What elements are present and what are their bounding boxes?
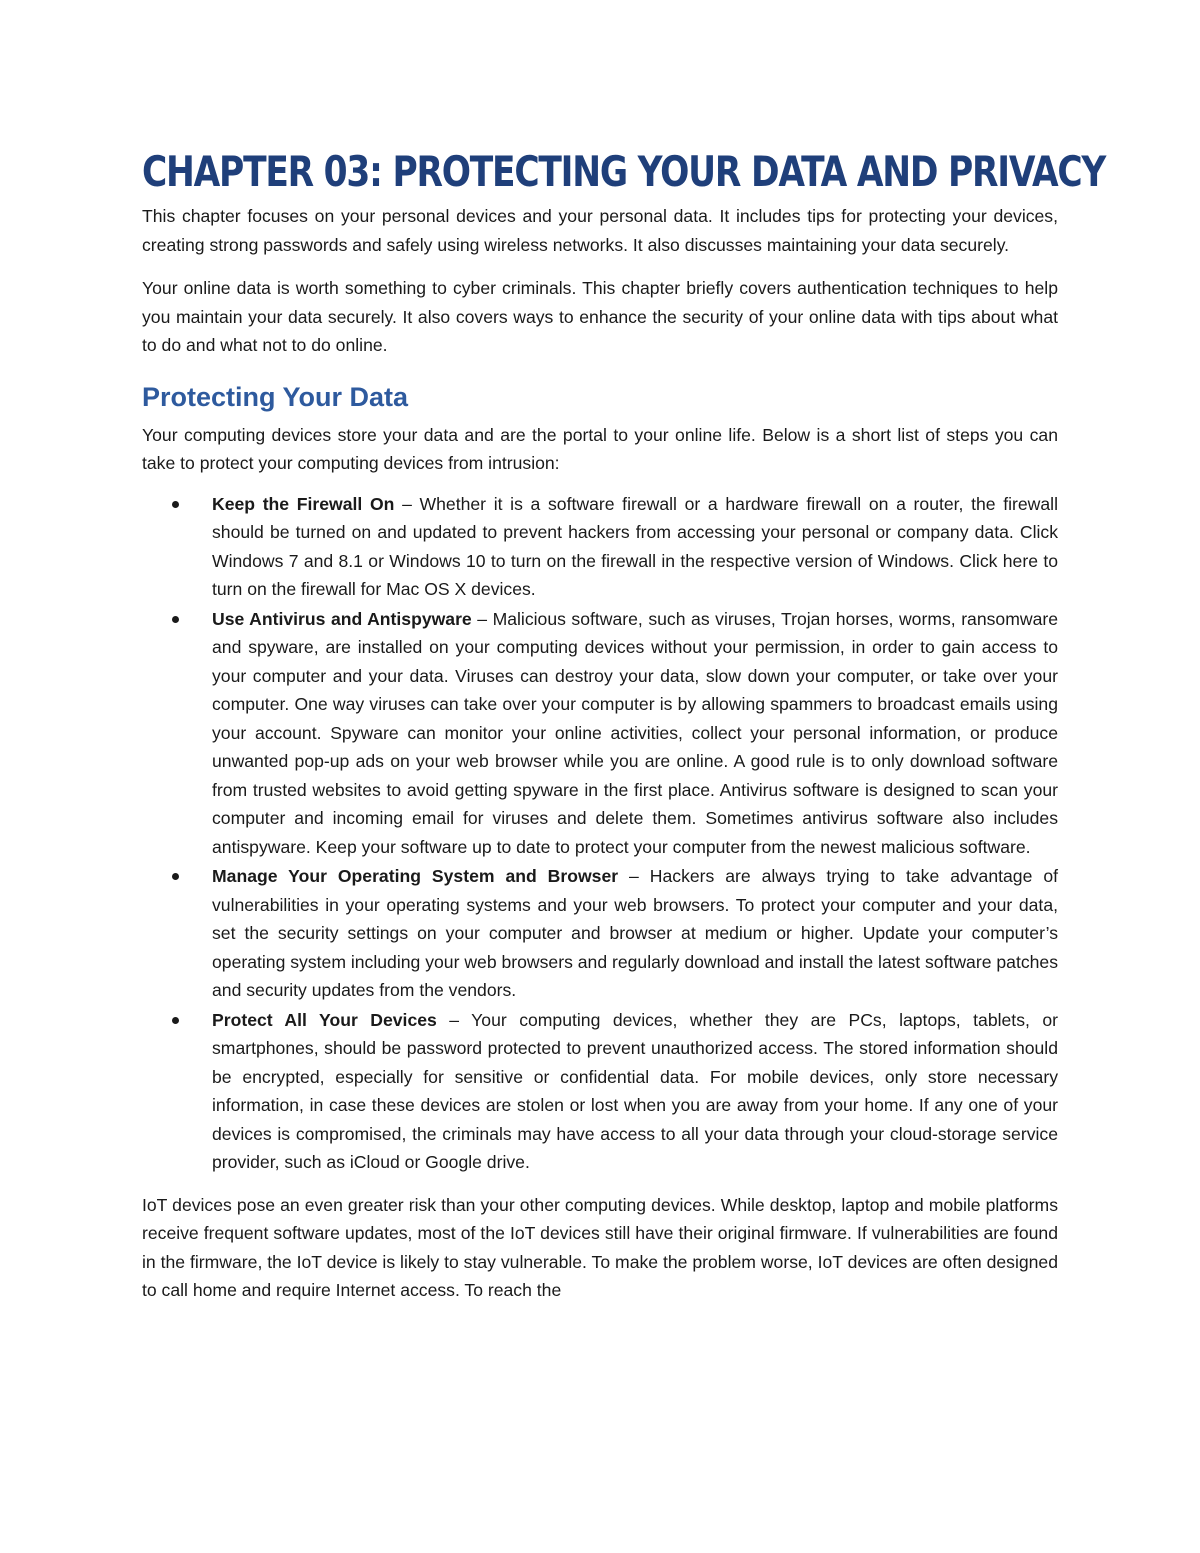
bullet-icon <box>172 616 179 623</box>
bullet-icon <box>172 873 179 880</box>
list-item <box>142 490 1058 604</box>
closing-paragraph: IoT devices pose an even greater risk than your other computing devices. While desktop, laptop and mobile platforms receive frequent software updates, most of the IoT devices still have their original firmware. If vulnerabilities are found in the firmware, the IoT device is likely to stay vulnerable. To make the problem worse, IoT devices are often designed to call home and require Internet access. To reach the <box>142 1194 1058 1300</box>
bullet-term: Use Antivirus and Antispyware <box>212 608 472 629</box>
list-item <box>142 605 1058 862</box>
bullet-icon <box>172 501 179 508</box>
bullet-icon <box>172 1017 179 1024</box>
section-intro: Your computing devices store your data and are the portal to your online life. Below is a short list of steps you can take to protect your computing devices from intrusion: <box>142 424 1058 473</box>
bullet-text: – Whether it is a software firewall or a hardware firewall on a router, the firewall should be turned on and updated to prevent hackers from accessing your personal or company data. Click Windows 7 and 8.1 or Windows 10 to turn on the firewall in the respective version of Windows. Click here to turn on the firewall for Mac OS X devices. <box>212 493 1058 599</box>
list-item <box>142 1006 1058 1177</box>
document-page <box>142 142 1106 1305</box>
bullet-list <box>142 490 1058 1177</box>
intro-paragraph-1: This chapter focuses on your personal devices and your personal data. It includes tips for protecting your devices, creating strong passwords and safely using wireless networks. It also discusses maintaining your data securely. <box>142 206 1058 255</box>
chapter-title: CHAPTER 03: PROTECTING YOUR DATA AND PRIVACY <box>142 147 1106 196</box>
intro-paragraph-2: Your online data is worth something to cyber criminals. This chapter briefly covers authentication techniques to help you maintain your data securely. It also covers ways to enhance the security of your online data with tips about what to do and what not to do online. <box>142 278 1058 355</box>
bullet-text: – Your computing devices, whether they are PCs, laptops, tablets, or smartphones, should be password protected to prevent unauthorized access. The stored information should be encrypted, especially for sensitive or confidential data. For mobile devices, only store necessary information, in case these devices are stolen or lost when you are away from your home. If any one of your devices is compromised, the criminals may have access to all your data through your cloud-storage service provider, such as iCloud or Google drive. <box>212 1009 1058 1172</box>
section-heading: Protecting Your Data <box>142 381 409 412</box>
bullet-text: – Malicious software, such as viruses, Trojan horses, worms, ransomware and spyware, are installed on your computing devices without your permission, in order to gain access to your computer and your data. Viruses can destroy your data, slow down your computer, or take over your computer. One way viruses can take over your computer is by allowing spammers to broadcast emails using your account. Spyware can monitor your online activities, collect your personal information, or produce unwanted pop-up ads on your web browser while you are online. A good rule is to only download software from trusted websites to avoid getting spyware in the first place. Antivirus software is designed to scan your computer and incoming email for viruses and delete them. Sometimes antivirus software also includes antispyware. Keep your software up to date to protect your computer from the newest malicious software. <box>212 608 1058 857</box>
list-item <box>142 862 1058 1005</box>
bullet-term: Protect All Your Devices <box>212 1009 437 1030</box>
bullet-text: – Hackers are always trying to take advantage of vulnerabilities in your operating systems and your web browsers. To protect your computer and your data, set the security settings on your computer and browser at medium or higher. Update your computer’s operating system including your web browsers and regularly download and install the latest software patches and security updates from the vendors. <box>212 866 1058 1000</box>
bullet-term: Keep the Firewall On <box>212 493 395 514</box>
bullet-term: Manage Your Operating System and Browser <box>212 866 619 886</box>
